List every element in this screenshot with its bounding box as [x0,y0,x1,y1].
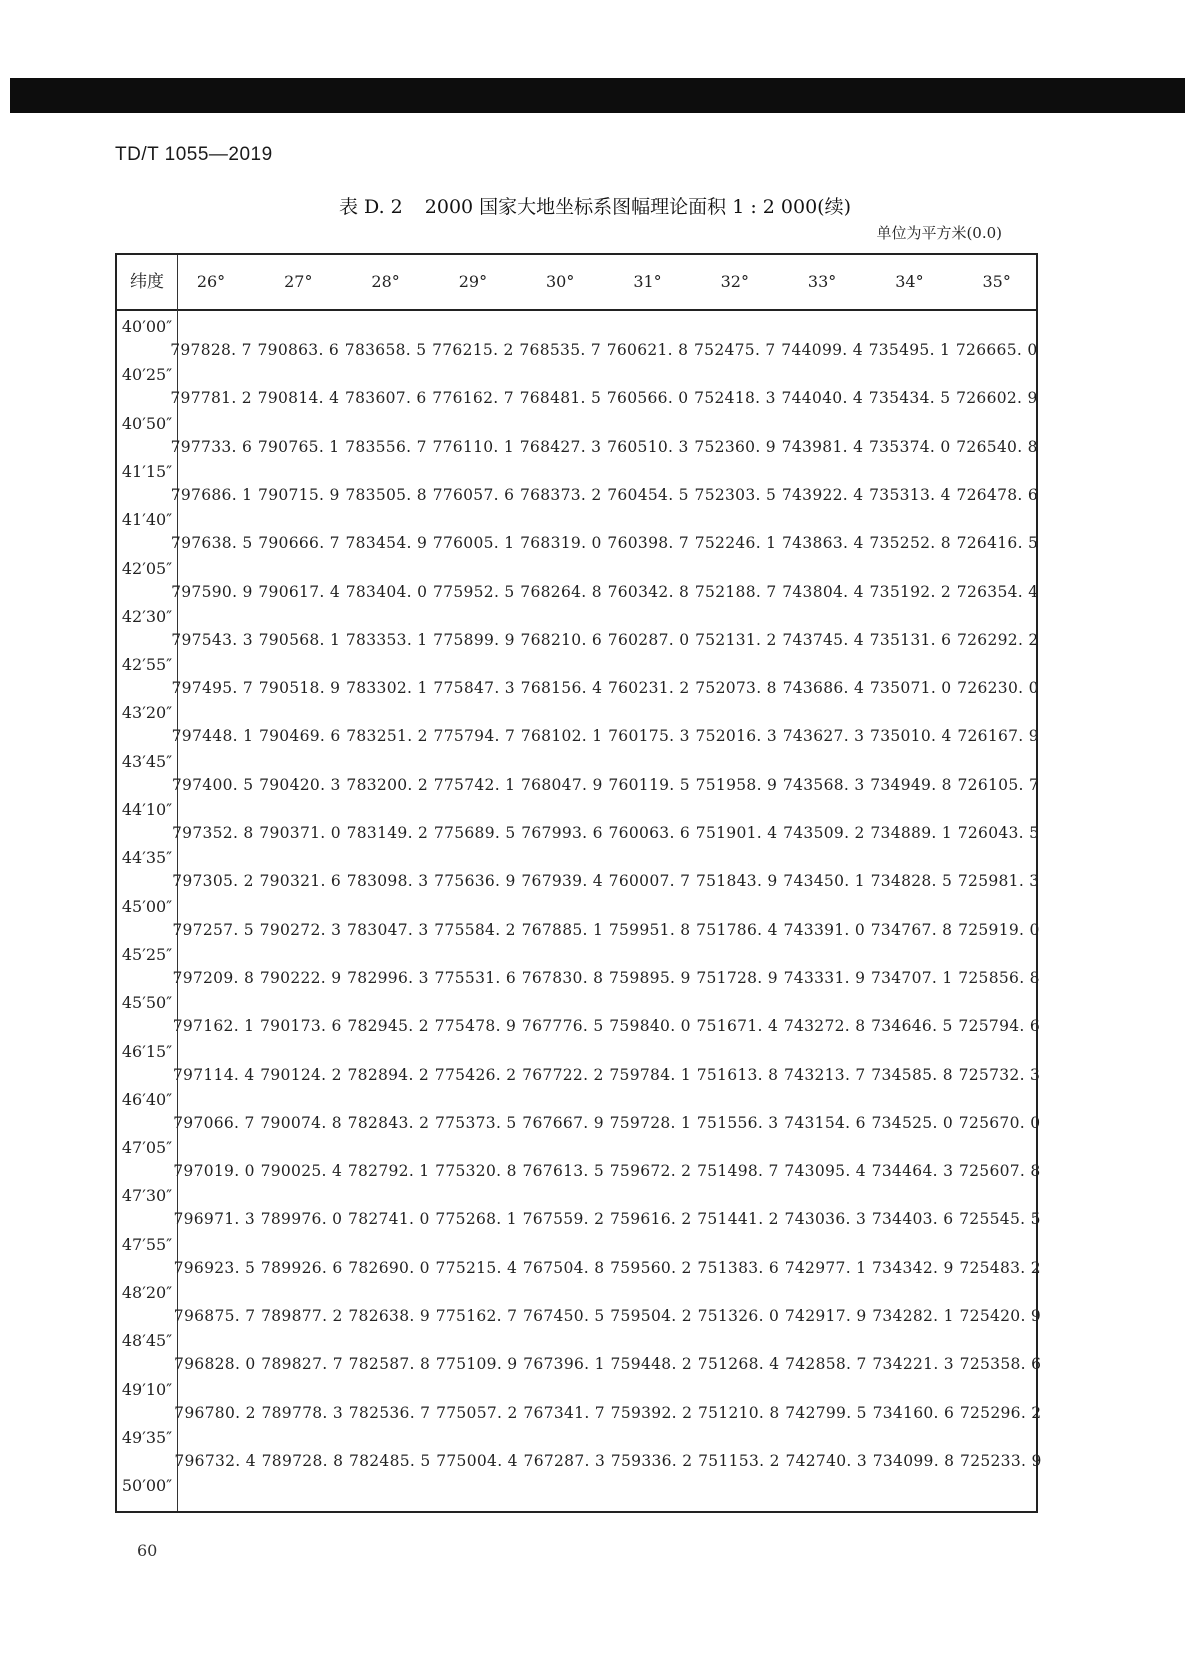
table-cell: 760063. 6 [608,824,691,842]
table-cell: 742799. 5 [785,1403,867,1422]
table-cell: 751728. 9 [696,968,778,987]
table-cell: 751441. 2 [697,1210,779,1229]
table-cell: 767722. 2 [522,1065,604,1084]
table-cell: 789877. 2 [261,1307,343,1325]
table-cell: 768481. 5 [519,389,602,408]
table-cell: 790469. 6 [258,727,341,746]
table-cell: 743391. 0 [783,920,866,939]
table-cell: 797828. 7 [170,341,252,359]
table-cell: 796828. 0 [173,1355,256,1374]
table-cell: 767667. 9 [522,1113,604,1132]
table-cell: 743213. 7 [784,1065,866,1084]
table-cell: 742917. 9 [784,1307,867,1325]
table-cell: 790568. 1 [258,630,341,649]
table-cell: 790715. 9 [258,485,340,504]
table-cell: 752418. 3 [694,389,776,408]
table-cell: 775162. 7 [435,1307,518,1325]
latitude-label: 40′50″ [121,413,173,433]
table-cell: 790518. 9 [258,679,341,698]
table-cell: 751383. 6 [697,1258,780,1277]
page-number: 60 [137,1541,158,1560]
table-cell: 725670. 0 [958,1113,1041,1132]
table-cell: 751843. 9 [695,872,778,891]
latitude-label: 48′45″ [121,1331,173,1351]
table-cell: 725732. 3 [958,1065,1041,1084]
table-cell: 782741. 0 [348,1210,430,1229]
latitude-label: 47′05″ [121,1138,173,1158]
table-cell: 752246. 1 [694,534,777,553]
table-label: 表 D. 2 [339,196,403,218]
table-cell: 760566. 0 [606,389,689,408]
table-cell: 752188. 7 [694,582,777,601]
table-cell: 734889. 1 [870,824,952,842]
table-cell: 768427. 3 [519,437,602,456]
table-cell: 734828. 5 [870,872,953,891]
table-cell: 796780. 2 [174,1403,256,1422]
table-cell: 725981. 3 [957,872,1040,891]
table-cell: 775478. 9 [434,1017,517,1036]
table-cell: 767993. 6 [521,824,603,842]
table-cell: 797257. 5 [172,920,254,939]
table-cell: 743450. 1 [783,872,865,891]
latitude-label: 46′40″ [121,1089,173,1109]
table-cell: 752360. 9 [694,437,776,456]
latitude-label: 49′35″ [121,1427,173,1447]
latitude-label: 41′40″ [121,510,173,530]
table-cell: 734585. 8 [871,1065,953,1084]
table-cell: 782843. 2 [347,1113,430,1132]
table-cell: 783505. 8 [345,485,427,504]
table-cell: 797686. 1 [170,485,253,504]
table-cell: 797448. 1 [171,727,254,746]
table-cell: 734707. 1 [870,968,953,987]
table-cell: 797638. 5 [170,534,253,553]
table-cell: 725919. 0 [958,920,1040,939]
table-cell: 783353. 1 [345,630,428,649]
longitude-header: 31° [633,272,662,291]
table-cell: 768373. 2 [519,485,602,504]
table-cell: 775320. 8 [435,1162,517,1181]
table-cell: 759448. 2 [610,1355,693,1374]
latitude-label: 42′05″ [121,558,173,578]
table-cell: 767776. 5 [521,1017,604,1036]
table-cell: 783658. 5 [344,341,427,359]
table-cell: 783047. 3 [346,920,429,939]
table-cell: 759784. 1 [609,1065,691,1084]
latitude-label: 40′25″ [121,365,173,385]
table-cell: 725233. 9 [960,1451,1042,1470]
table-cell: 751556. 3 [696,1113,779,1132]
table-cell: 743863. 4 [782,534,864,553]
table-cell: 735374. 0 [868,437,951,456]
table-cell: 743804. 4 [782,582,864,601]
table-cell: 797305. 2 [172,872,254,891]
table-cell: 726230. 0 [957,679,1039,698]
table-cell: 783200. 2 [346,775,429,794]
table-cell: 797352. 8 [172,824,254,842]
table-cell: 790074. 8 [260,1113,342,1132]
table-cell: 751210. 8 [697,1403,780,1422]
table-cell: 790617. 4 [258,582,340,601]
table-cell: 796732. 4 [174,1451,256,1470]
table-cell: 797162. 1 [172,1017,255,1036]
table-cell: 789976. 0 [260,1210,343,1229]
table-cell: 743095. 4 [784,1162,866,1181]
table-cell: 775215. 4 [435,1258,518,1277]
table-cell: 760175. 3 [608,727,690,746]
table-cell: 752016. 3 [695,727,778,746]
table-cell: 751268. 4 [697,1355,780,1374]
table-cell: 776162. 7 [432,389,514,408]
latitude-label: 46′15″ [121,1041,173,1061]
table-cell: 776215. 2 [432,341,514,359]
table-cell: 790321. 6 [259,872,342,891]
table-cell: 743154. 6 [784,1113,866,1132]
table-cell: 796923. 5 [173,1258,256,1277]
longitude-header: 33° [807,272,837,291]
longitude-header: 29° [458,272,488,291]
table-cell: 790863. 6 [257,341,340,359]
standard-code: TD/T 1055—2019 [115,144,273,165]
table-cell: 767396. 1 [523,1355,605,1374]
table-cell: 735192. 2 [869,582,952,601]
table-cell: 752073. 8 [695,679,777,698]
table-cell: 751613. 8 [696,1065,779,1084]
table-cell: 797066. 7 [173,1113,255,1132]
table-cell: 789728. 8 [261,1451,344,1470]
table-cell: 760287. 0 [607,630,690,649]
table-cell: 726167. 9 [957,727,1039,746]
longitude-header: 35° [982,272,1011,291]
table-cell: 767885. 1 [521,920,604,939]
table-cell: 734342. 9 [872,1258,954,1277]
latitude-label: 48′20″ [121,1283,173,1302]
table-cell: 725794. 6 [958,1017,1041,1036]
latitude-label: 41′15″ [121,461,173,481]
table-cell: 790666. 7 [258,534,340,553]
table-cell: 726043. 5 [957,824,1040,842]
table-cell: 759392. 2 [610,1403,693,1422]
table-cell: 726416. 5 [956,534,1039,553]
table-cell: 767450. 5 [523,1307,605,1325]
table-cell: 742740. 3 [785,1451,868,1470]
latitude-label: 45′25″ [121,944,173,964]
table-cell: 797781. 2 [170,389,252,408]
table-cell: 797590. 9 [171,582,253,601]
table-cell: 782996. 3 [347,968,429,987]
table-cell: 797543. 3 [171,630,253,649]
latitude-label: 50′00″ [121,1476,173,1496]
table-cell: 734160. 6 [872,1403,955,1422]
table-cell: 767613. 5 [522,1162,605,1181]
table-cell: 768047. 9 [521,775,603,794]
table-cell: 744040. 4 [781,389,864,408]
table-cell: 735313. 4 [869,485,951,504]
table-cell: 735252. 8 [869,534,951,553]
table-cell: 782894. 2 [347,1065,430,1084]
table-cell: 734767. 8 [870,920,953,939]
table-cell: 797019. 0 [173,1162,255,1181]
table-cell: 782587. 8 [348,1355,431,1374]
table-cell: 783302. 1 [346,679,428,698]
latitude-header: 纬度 [130,272,164,292]
latitude-label: 42′55″ [121,655,173,675]
table-cell: 783556. 7 [345,437,427,456]
table-cell: 759336. 2 [610,1451,693,1470]
table-cell: 734464. 3 [871,1162,954,1181]
table-cell: 734949. 8 [870,775,952,794]
table-cell: 775952. 5 [433,582,515,601]
table-cell: 783607. 6 [344,389,427,408]
table-cell: 752131. 2 [695,630,777,649]
table-cell: 782485. 5 [348,1451,431,1470]
table-cell: 782690. 0 [348,1258,430,1277]
table-cell: 759504. 2 [610,1307,692,1325]
table-cell: 782792. 1 [347,1162,430,1181]
table-cell: 775899. 9 [433,630,515,649]
table-cell: 752475. 7 [694,341,776,359]
longitude-header: 32° [720,272,749,291]
table-cell: 760510. 3 [607,437,689,456]
table-cell: 796875. 7 [173,1307,256,1325]
table-cell: 775057. 2 [436,1403,518,1422]
table-cell: 775794. 7 [433,727,516,746]
table-cell: 725358. 6 [959,1355,1042,1374]
table-cell: 759616. 2 [609,1210,692,1229]
table-cell: 797209. 8 [172,968,255,987]
latitude-label: 42′30″ [121,606,173,626]
table-cell: 775742. 1 [433,775,516,794]
table-cell: 790371. 0 [259,824,341,842]
table-cell: 734646. 5 [871,1017,953,1036]
table-cell: 759951. 8 [608,920,691,939]
table-cell: 726540. 8 [956,437,1038,456]
table-cell: 726354. 4 [956,582,1039,601]
table-cell: 759840. 0 [609,1017,691,1036]
table-cell: 760398. 7 [607,534,690,553]
table-cell: 790420. 3 [259,775,341,794]
table-cell: 775004. 4 [436,1451,518,1470]
table-cell: 767287. 3 [523,1451,606,1470]
table-cell: 751958. 9 [695,775,778,794]
table-cell: 789827. 7 [261,1355,343,1374]
table-cell: 751498. 7 [697,1162,779,1181]
header-divider [117,309,1036,311]
table-cell: 783251. 2 [346,727,428,746]
table-cell: 768156. 4 [520,679,603,698]
table-cell: 776057. 6 [432,485,515,504]
table-cell: 767504. 8 [522,1258,605,1277]
table-cell: 725296. 2 [959,1403,1042,1422]
table-cell: 735010. 4 [870,727,952,746]
table-cell: 768535. 7 [519,341,601,359]
table-cell: 734221. 3 [872,1355,954,1374]
table-cell: 790124. 2 [260,1065,342,1084]
table-cell: 768264. 8 [520,582,602,601]
table-cell: 776110. 1 [432,437,515,456]
table-cell: 751153. 2 [698,1451,780,1470]
table-cell: 760621. 8 [606,341,689,359]
table-cell: 782536. 7 [348,1403,431,1422]
table-cell: 725483. 2 [959,1258,1041,1277]
table-cell: 734099. 8 [872,1451,955,1470]
table-cell: 767559. 2 [522,1210,605,1229]
unit-note: 单位为平方米(0.0) [876,224,1002,242]
longitude-header: 34° [895,272,924,291]
table-cell: 735495. 1 [868,341,951,359]
table-cell: 775847. 3 [433,679,515,698]
table-cell: 726602. 9 [956,389,1038,408]
table-cell: 783404. 0 [345,582,428,601]
table-cell: 743627. 3 [782,727,865,746]
table-cell: 751786. 4 [696,920,778,939]
table-cell: 759560. 2 [610,1258,692,1277]
table-cell: 797495. 7 [171,679,254,698]
table-cell: 743272. 8 [783,1017,866,1036]
table-cell: 735071. 0 [869,679,952,698]
table-cell: 782638. 9 [348,1307,430,1325]
table-cell: 783149. 2 [346,824,429,842]
table-cell: 743686. 4 [782,679,865,698]
table-cell: 742977. 1 [784,1258,867,1277]
table-cell: 790765. 1 [257,437,340,456]
table-cell: 775373. 5 [434,1113,517,1132]
table-cell: 797400. 5 [171,775,254,794]
table-cell: 775584. 2 [434,920,516,939]
longitude-header: 27° [284,272,313,291]
table-cell: 734403. 6 [871,1210,954,1229]
longitude-header: 28° [371,272,400,291]
table-cell: 743922. 4 [781,485,864,504]
table-cell: 726665. 0 [955,341,1038,359]
table-cell: 796971. 3 [173,1210,256,1229]
table-cell: 790814. 4 [257,389,340,408]
table-cell: 735131. 6 [869,630,952,649]
latitude-label: 45′50″ [121,993,173,1013]
table-cell: 759895. 9 [609,968,691,987]
latitude-label: 43′20″ [121,703,173,723]
table-cell: 735434. 5 [868,389,951,408]
table-cell: 783098. 3 [346,872,429,891]
table-cell: 760119. 5 [608,775,690,794]
latitude-label: 44′10″ [121,800,173,819]
table-cell: 743568. 3 [782,775,865,794]
latitude-label: 40′00″ [121,317,173,336]
table-cell: 725420. 9 [959,1307,1042,1325]
table-cell: 775109. 9 [435,1355,518,1374]
table-cell: 734525. 0 [871,1113,954,1132]
latitude-label: 47′55″ [121,1234,173,1254]
table-cell: 767830. 8 [521,968,604,987]
top-black-band [10,78,1185,113]
table-cell: 775531. 6 [434,968,517,987]
table-cell: 790173. 6 [260,1017,342,1036]
table-cell: 743509. 2 [783,824,865,842]
table-cell: 775636. 9 [434,872,516,891]
table-cell: 775268. 1 [435,1210,517,1229]
table-cell: 776005. 1 [432,534,515,553]
latitude-label: 45′00″ [121,896,173,916]
table-cell: 797733. 6 [170,437,253,456]
area-table [115,253,1042,1513]
table-cell: 752303. 5 [694,485,777,504]
table-cell: 743331. 9 [783,968,866,987]
table-cell: 760342. 8 [607,582,690,601]
latitude-label: 47′30″ [121,1186,173,1206]
table-cell: 760454. 5 [607,485,689,504]
table-cell: 744099. 4 [781,341,863,359]
table-cell: 743745. 4 [782,630,864,649]
table-cell: 789778. 3 [261,1403,344,1422]
latitude-label: 44′35″ [121,848,173,868]
table-cell: 797114. 4 [172,1065,255,1084]
table-title-line [0,192,1190,219]
table-cell: 742858. 7 [785,1355,867,1374]
table-cell: 768102. 1 [520,727,603,746]
table-cell: 759672. 2 [609,1162,692,1181]
table-cell: 775689. 5 [433,824,516,842]
table-cell: 775426. 2 [434,1065,517,1084]
table-cell: 783454. 9 [345,534,428,553]
table-cell: 790025. 4 [260,1162,343,1181]
table-cell: 751326. 0 [697,1307,780,1325]
table-cell: 726292. 2 [956,630,1039,649]
table-cell: 751901. 4 [695,824,778,842]
table-cell: 725856. 8 [958,968,1040,987]
table-cell: 790272. 3 [259,920,342,939]
table-cell: 743981. 4 [781,437,864,456]
table-cell: 789926. 6 [260,1258,343,1277]
table-cell: 726105. 7 [957,775,1040,794]
longitude-header: 26° [196,272,226,291]
table-title: 2000 国家大地坐标系图幅理论面积 1 : 2 000(续) [424,196,851,218]
table-cell: 751671. 4 [696,1017,779,1036]
table-cell: 725545. 5 [959,1210,1041,1229]
latitude-label: 43′45″ [121,751,173,771]
table-cell: 743036. 3 [784,1210,867,1229]
table-cell: 767341. 7 [523,1403,605,1422]
table-cell: 767939. 4 [521,872,603,891]
table-cell: 760231. 2 [607,679,690,698]
table-cell: 734282. 1 [872,1307,954,1325]
table-cell: 782945. 2 [347,1017,429,1036]
table-cell: 768210. 6 [520,630,603,649]
table-cell: 726478. 6 [956,485,1039,504]
table-cell: 768319. 0 [520,534,602,553]
table-cell: 725607. 8 [958,1162,1041,1181]
table-cell: 790222. 9 [259,968,342,987]
latitude-label: 49′10″ [121,1379,173,1399]
longitude-header: 30° [546,272,575,291]
table-cell: 759728. 1 [609,1113,692,1132]
table-cell: 760007. 7 [608,872,691,891]
